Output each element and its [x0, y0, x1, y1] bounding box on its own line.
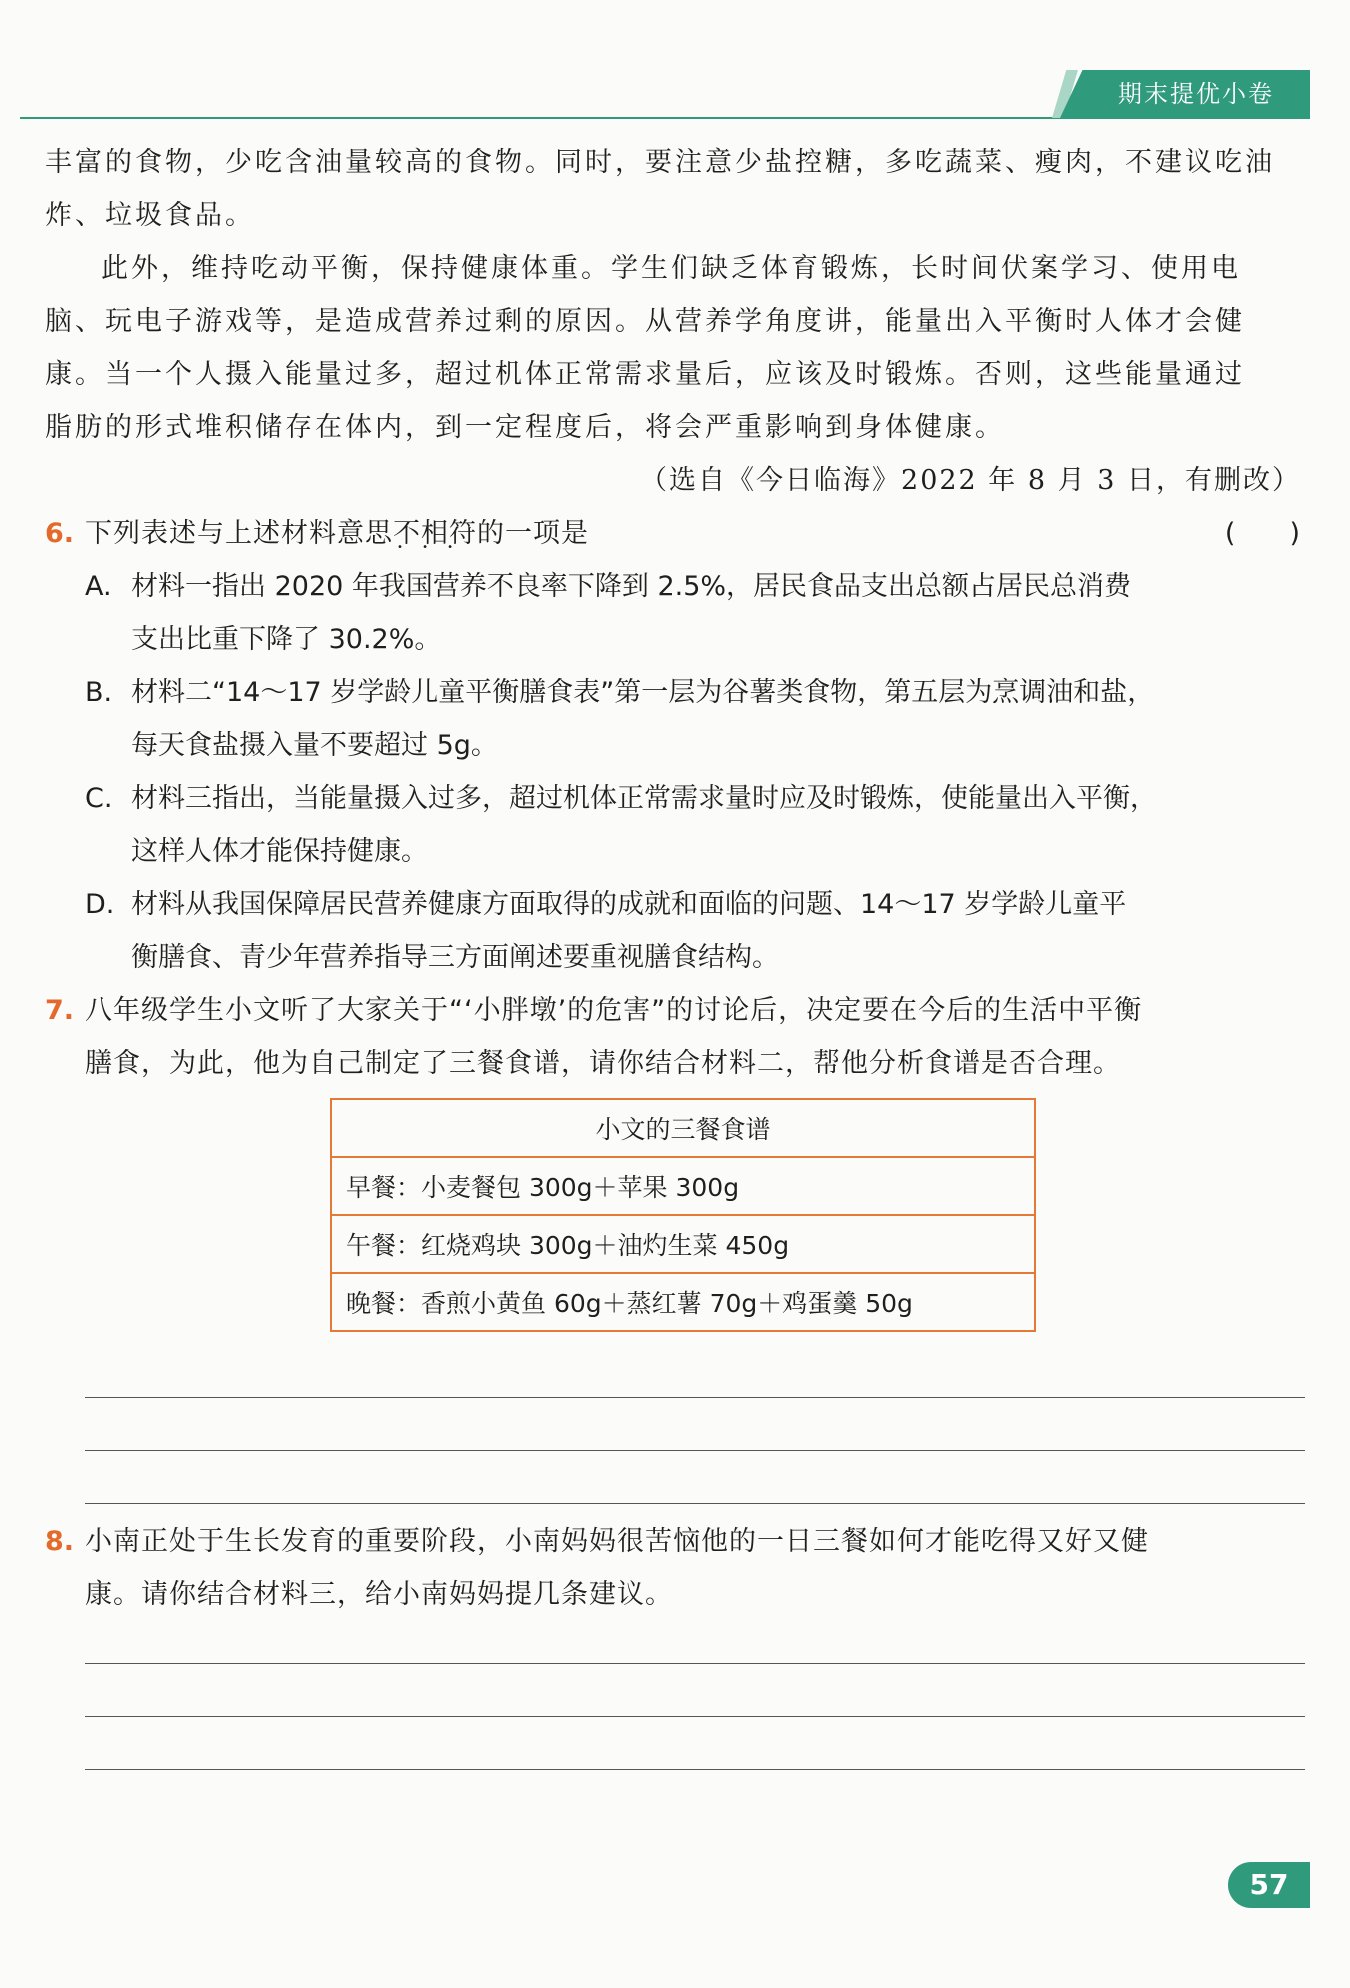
meal-plan-title: 小文的三餐食谱 [595, 1115, 771, 1144]
reading-passage [45, 136, 1305, 507]
passage-line: 康。当一个人摄入能量过多，超过机体正常需求量后，应该及时锻炼。否则，这些能量通过 [45, 359, 1245, 390]
question-6-stem-before: 下列表述与上述材料意思 [85, 518, 393, 549]
meal-plan-row-dinner: 晚餐：香煎小黄鱼 60g＋蒸红薯 70g＋鸡蛋羹 50g [331, 1273, 1035, 1331]
answer-line[interactable] [85, 1397, 1305, 1398]
question-8-line: 小南正处于生长发育的重要阶段，小南妈妈很苦恼他的一日三餐如何才能吃得又好又健 [85, 1526, 1149, 1557]
question-7-line: 膳食，为此，他为自己制定了三餐食谱，请你结合材料二，帮他分析食谱是否合理。 [85, 1048, 1121, 1079]
passage-line: 丰富的食物，少吃含油量较高的食物。同时，要注意少盐控糖，多吃蔬菜、瘦肉，不建议吃油 [45, 147, 1275, 178]
question-7-line: 八年级学生小文听了大家关于“‘小胖墩’的危害”的讨论后，决定要在今后的生活中平衡 [85, 995, 1143, 1026]
option-text-cont: 衡膳食、青少年营养指导三方面阐述要重视膳食结构。 [131, 942, 779, 973]
option-text-cont: 每天食盐摄入量不要超过 5g。 [131, 730, 498, 761]
meal-plan-row-lunch: 午餐：红烧鸡块 300g＋油灼生菜 450g [331, 1215, 1035, 1273]
page-number: 57 [1228, 1862, 1310, 1908]
answer-line[interactable] [85, 1450, 1305, 1451]
question-8-line: 康。请你结合材料三，给小南妈妈提几条建议。 [85, 1579, 673, 1610]
question-6-option-d[interactable] [85, 878, 1305, 984]
option-text: 材料三指出，当能量摄入过多，超过机体正常需求量时应及时锻炼，使能量出入平衡， [131, 783, 1157, 814]
answer-line[interactable] [85, 1769, 1305, 1770]
question-6-answer-blank[interactable]: ( ) [1224, 518, 1300, 549]
meal-plan-table [330, 1098, 1036, 1332]
question-7-stem [85, 984, 1305, 1090]
option-letter: D. [85, 889, 115, 920]
option-text-cont: 支出比重下降了 30.2%。 [131, 624, 442, 655]
question-6-stem-emphasis: 不相符 • • • [393, 507, 477, 560]
question-6-option-b[interactable] [85, 666, 1305, 772]
passage-line: 此外，维持吃动平衡，保持健康体重。学生们缺乏体育锻炼，长时间伏案学习、使用电 [101, 253, 1241, 284]
question-6-number: 6. [45, 518, 75, 549]
option-text: 材料二“14～17 岁学龄儿童平衡膳食表”第一层为谷薯类食物，第五层为烹调油和盐， [131, 677, 1155, 708]
question-7-number: 7. [45, 995, 75, 1026]
answer-line[interactable] [85, 1503, 1305, 1504]
section-label: 期末提优小卷 [1118, 80, 1274, 108]
question-8-stem [85, 1515, 1305, 1621]
meal-plan-row-breakfast: 早餐：小麦餐包 300g＋苹果 300g [331, 1157, 1035, 1215]
option-text: 材料一指出 2020 年我国营养不良率下降到 2.5%，居民食品支出总额占居民总消费 [131, 571, 1132, 602]
option-letter: B. [85, 677, 113, 708]
passage-source: （选自《今日临海》2022 年 8 月 3 日，有删改） [640, 465, 1301, 496]
question-6-option-c[interactable] [85, 772, 1305, 878]
question-6-option-a[interactable] [85, 560, 1305, 666]
option-text-cont: 这样人体才能保持健康。 [131, 836, 428, 867]
option-letter: A. [85, 571, 112, 602]
option-text: 材料从我国保障居民营养健康方面取得的成就和面临的问题、14～17 岁学龄儿童平 [131, 889, 1127, 920]
answer-line[interactable] [85, 1663, 1305, 1664]
option-letter: C. [85, 783, 113, 814]
question-8-number: 8. [45, 1526, 75, 1557]
question-6-stem-after: 的一项是 [477, 518, 589, 549]
question-6-stem [85, 507, 1305, 560]
passage-line: 脂肪的形式堆积储存在体内，到一定程度后，将会严重影响到身体健康。 [45, 412, 1005, 443]
passage-line: 炸、垃圾食品。 [45, 200, 255, 231]
answer-line[interactable] [85, 1716, 1305, 1717]
passage-line: 脑、玩电子游戏等，是造成营养过剩的原因。从营养学角度讲，能量出入平衡时人体才会健 [45, 306, 1245, 337]
